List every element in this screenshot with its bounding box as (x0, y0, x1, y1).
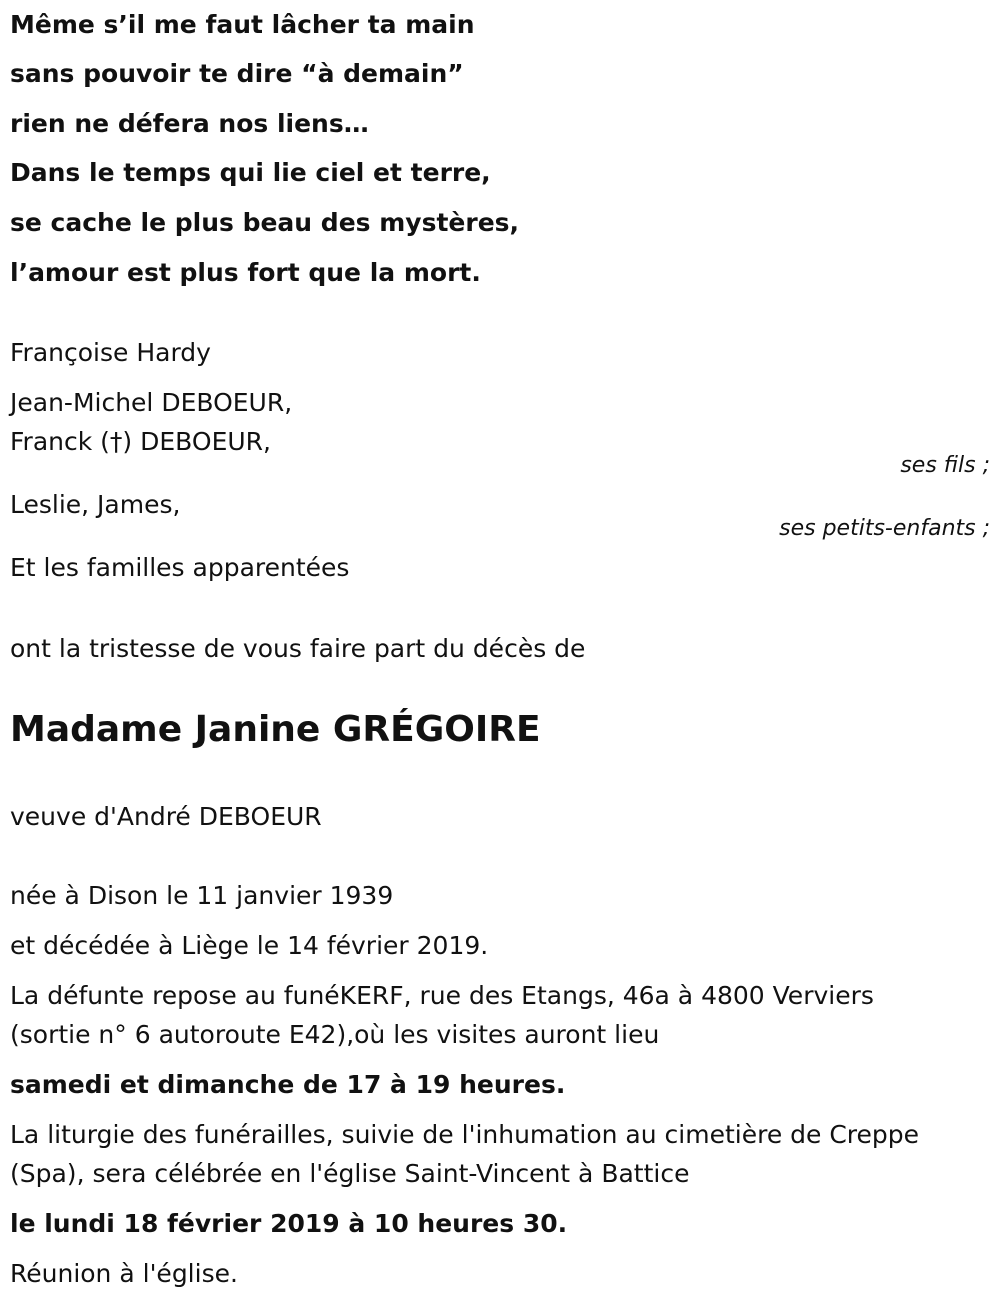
ceremony-date: le lundi 18 février 2019 à 10 heures 30. (10, 1209, 568, 1238)
deceased-name: Madame Janine GRÉGOIRE (10, 709, 541, 750)
grandchildren-label: ses petits-enfants ; (779, 516, 990, 541)
rest-location: La défunte repose au funéKERF, rue des Etangs, 46a à 4800 Verviers (10, 981, 874, 1010)
grandchildren-names: Leslie, James, (10, 490, 181, 519)
rest-location-cont: (sortie n° 6 autoroute E42),où les visites auront lieu (10, 1020, 660, 1049)
poem-line: sans pouvoir te dire “à demain” (10, 59, 464, 88)
widow-of: veuve d'André DEBOEUR (10, 802, 322, 831)
poem-line: l’amour est plus fort que la mort. (10, 258, 481, 287)
liturgy-info-cont: (Spa), sera célébrée en l'église Saint-Vincent à Battice (10, 1159, 690, 1188)
meeting-info: Réunion à l'église. (10, 1259, 238, 1288)
visit-hours: samedi et dimanche de 17 à 19 heures. (10, 1070, 566, 1099)
relatives: Et les familles apparentées (10, 553, 350, 582)
birth-info: née à Dison le 11 janvier 1939 (10, 881, 394, 910)
poem-author: Françoise Hardy (10, 338, 211, 367)
son-name: Franck (†) DEBOEUR, (10, 427, 271, 456)
poem-line: Même s’il me faut lâcher ta main (10, 10, 475, 39)
sons-label: ses fils ; (900, 453, 990, 478)
poem-line: rien ne défera nos liens… (10, 109, 369, 138)
poem-line: se cache le plus beau des mystères, (10, 208, 520, 237)
poem-line: Dans le temps qui lie ciel et terre, (10, 158, 491, 187)
liturgy-info: La liturgie des funérailles, suivie de l'inhumation au cimetière de Creppe (10, 1120, 920, 1149)
son-name: Jean-Michel DEBOEUR, (10, 388, 293, 417)
announcement: ont la tristesse de vous faire part du décès de (10, 634, 586, 663)
death-info: et décédée à Liège le 14 février 2019. (10, 931, 489, 960)
